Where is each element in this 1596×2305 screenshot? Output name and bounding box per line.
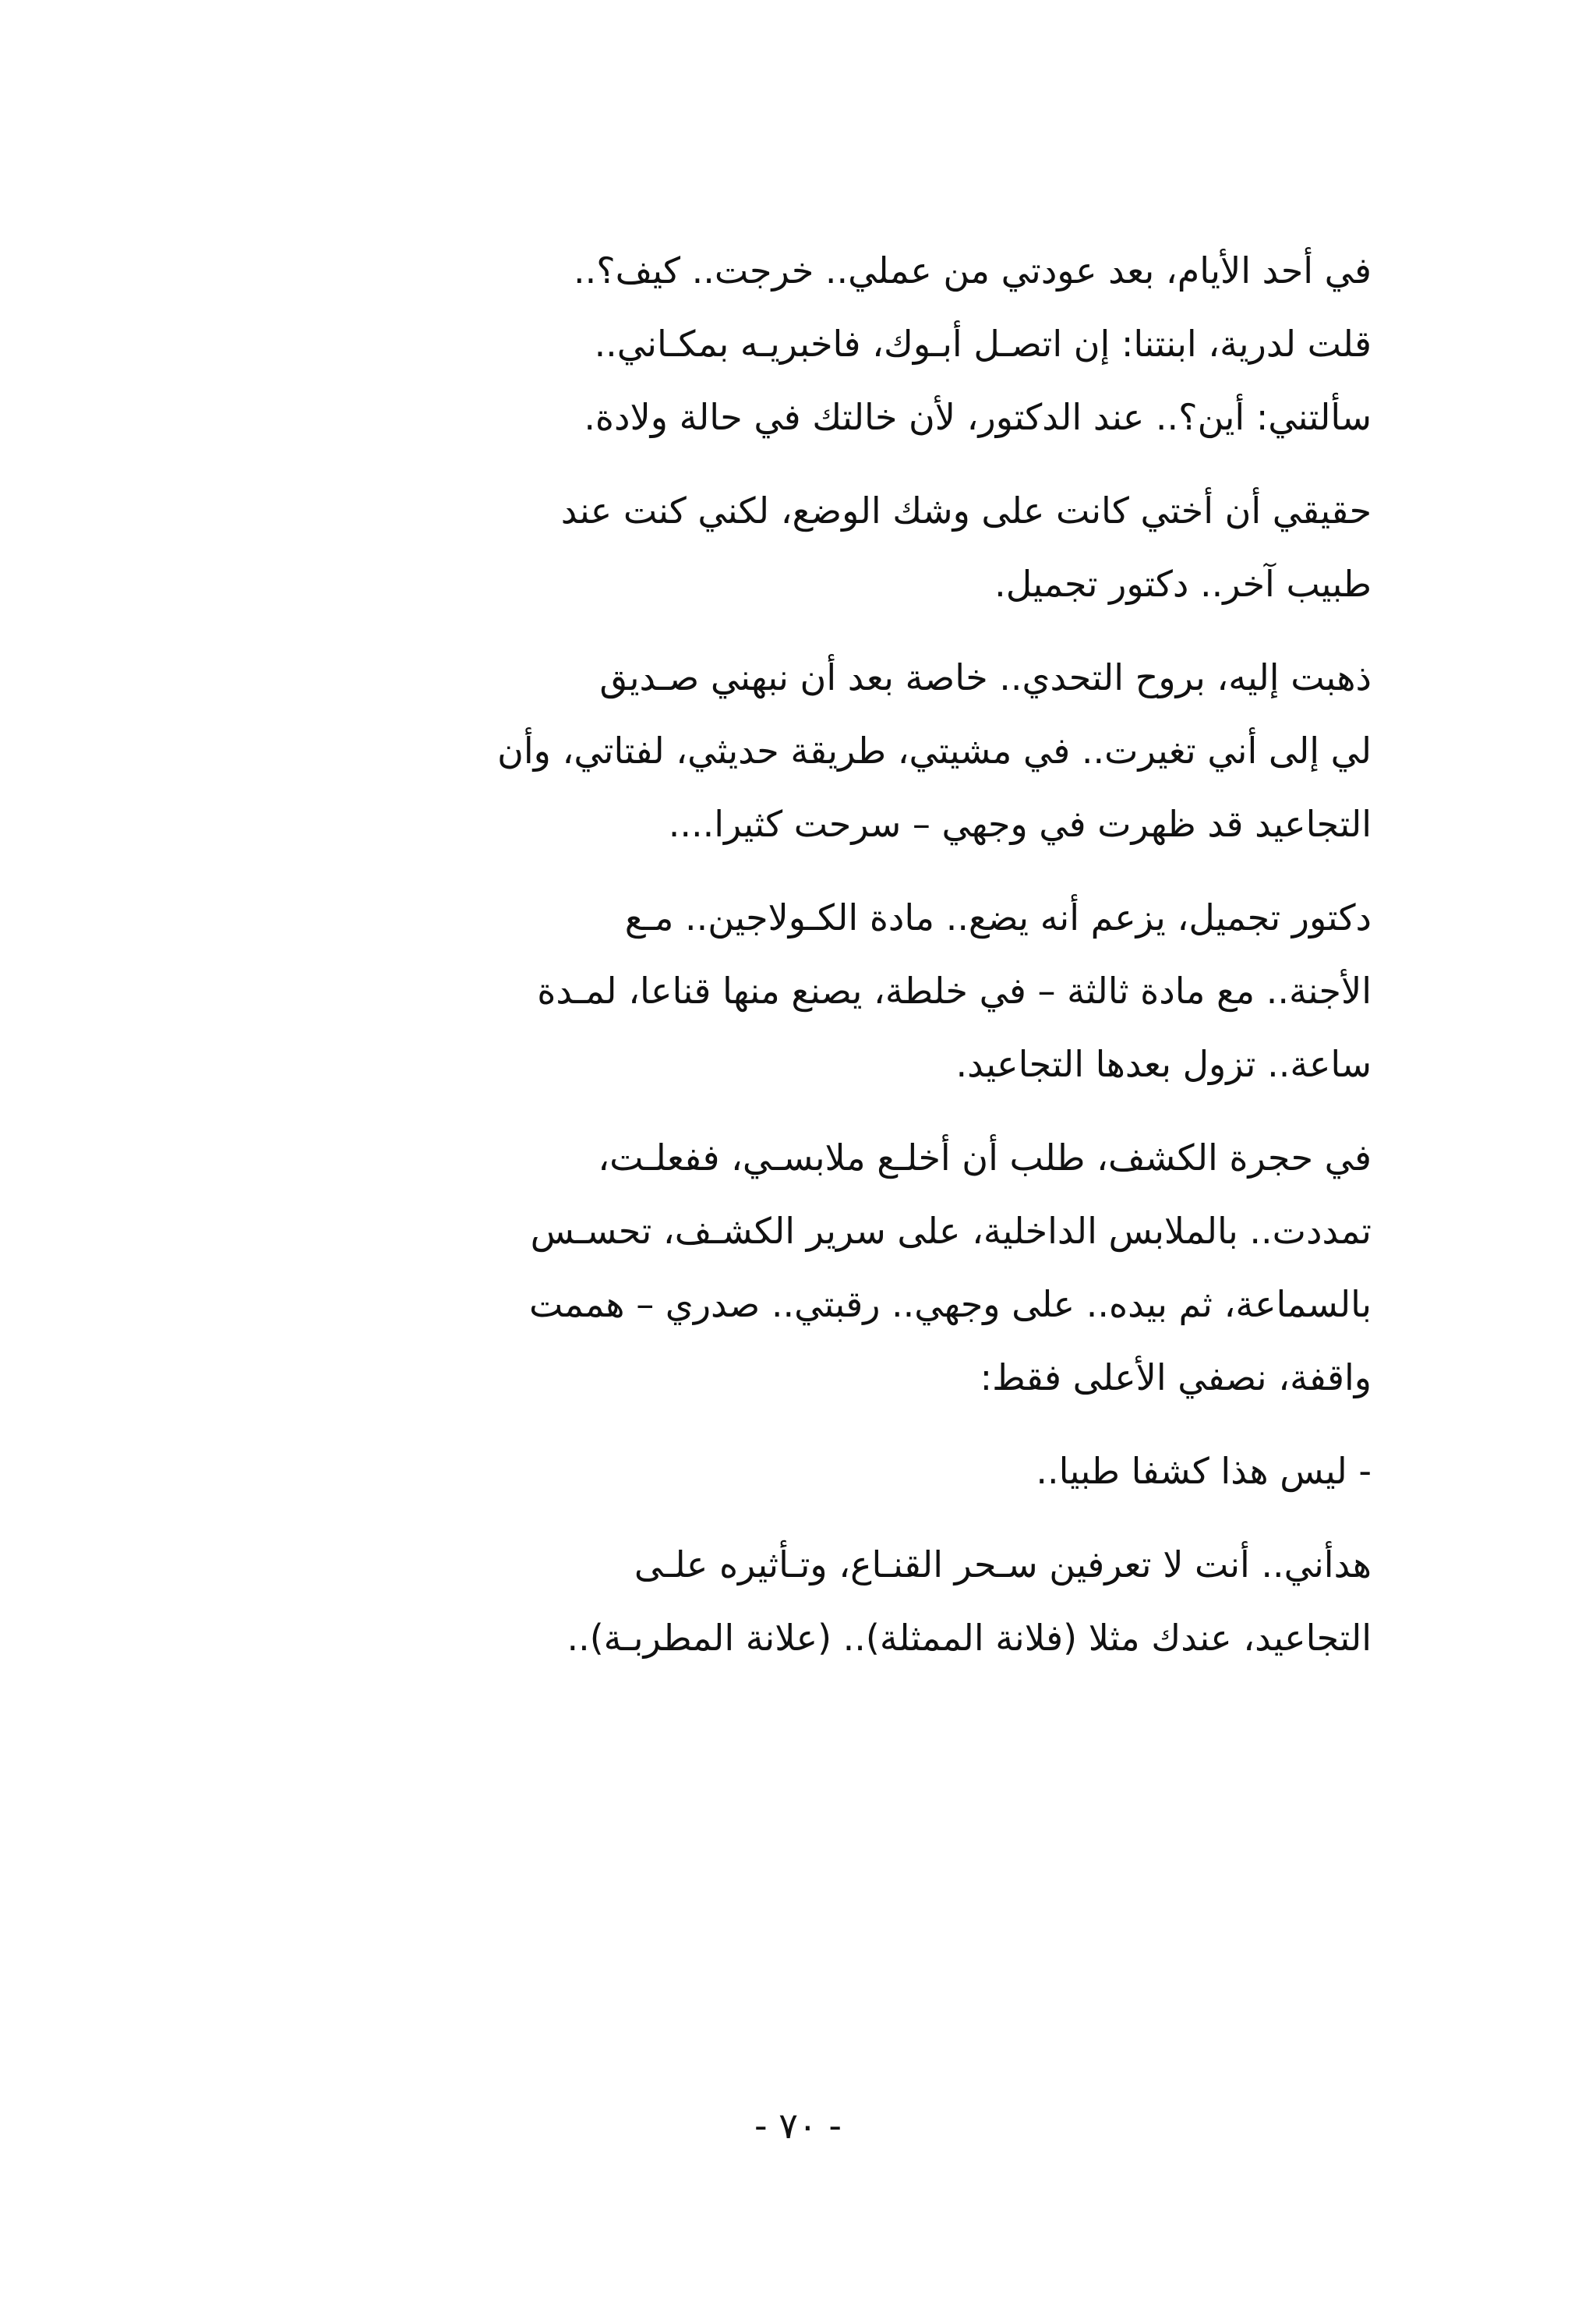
paragraph-7 xyxy=(234,1528,1372,1674)
paragraph-4 xyxy=(234,881,1372,1101)
text-line: واقفة، نصفي الأعلى فقط: xyxy=(980,1356,1372,1398)
paragraph-3 xyxy=(234,641,1372,861)
text-line: حقيقي أن أختي كانت على وشك الوضع، لكني كنت عند xyxy=(560,490,1372,532)
page-number: - ٧٠ - xyxy=(754,2105,842,2147)
text-line: تمددت.. بالملابس الداخلية، على سرير الكشـف، تحسـس xyxy=(530,1210,1372,1252)
dialogue-line xyxy=(234,1434,1372,1508)
text-line: في حجرة الكشف، طلب أن أخلـع ملابسـي، ففعلـت، xyxy=(598,1137,1372,1179)
text-line: التجاعيد، عندك مثلا (فلانة الممثلة).. (علانة المطربـة).. xyxy=(567,1617,1372,1659)
text-line: سألتني: أين؟.. عند الدكتور، لأن خالتك في حالة ولادة. xyxy=(584,396,1372,438)
text-line: - ليس هذا كشفا طبيا.. xyxy=(1036,1450,1372,1492)
text-line: قلت لدرية، ابنتنا: إن اتصـل أبـوك، فاخبريـه بمكـاني.. xyxy=(594,323,1372,365)
paragraph-5 xyxy=(234,1121,1372,1414)
text-line: دكتور تجميل، يزعم أنه يضع.. مادة الكـولاجين.. مـع xyxy=(624,896,1372,939)
text-line: ساعة.. تزول بعدها التجاعيد. xyxy=(955,1043,1372,1085)
paragraph-2 xyxy=(234,474,1372,620)
text-line: هدأني.. أنت لا تعرفين سـحر القنـاع، وتـأثيره علـى xyxy=(634,1543,1372,1586)
text-line: التجاعيد قد ظهرت في وجهي – سرحت كثيرا.... xyxy=(668,803,1372,845)
page-body xyxy=(234,234,1372,1695)
text-line: في أحد الأيام، بعد عودتي من عملي.. خرجت.. كيف؟.. xyxy=(573,249,1372,292)
text-line: بالسماعة، ثم بيده.. على وجهي.. رقبتي.. صدري – هممت xyxy=(528,1283,1372,1325)
text-line: ذهبت إليه، بروح التحدي.. خاصة بعد أن نبهني صـديق xyxy=(599,656,1372,698)
text-line: الأجنة.. مع مادة ثالثة – في خلطة، يصنع منها قناعا، لمـدة xyxy=(537,970,1372,1012)
text-line: لي إلى أني تغيرت.. في مشيتي، طريقة حديثي، لفتاتي، وأن xyxy=(497,730,1372,772)
text-line: طبيب آخر.. دكتور تجميل. xyxy=(994,563,1372,605)
paragraph-1 xyxy=(234,234,1372,454)
